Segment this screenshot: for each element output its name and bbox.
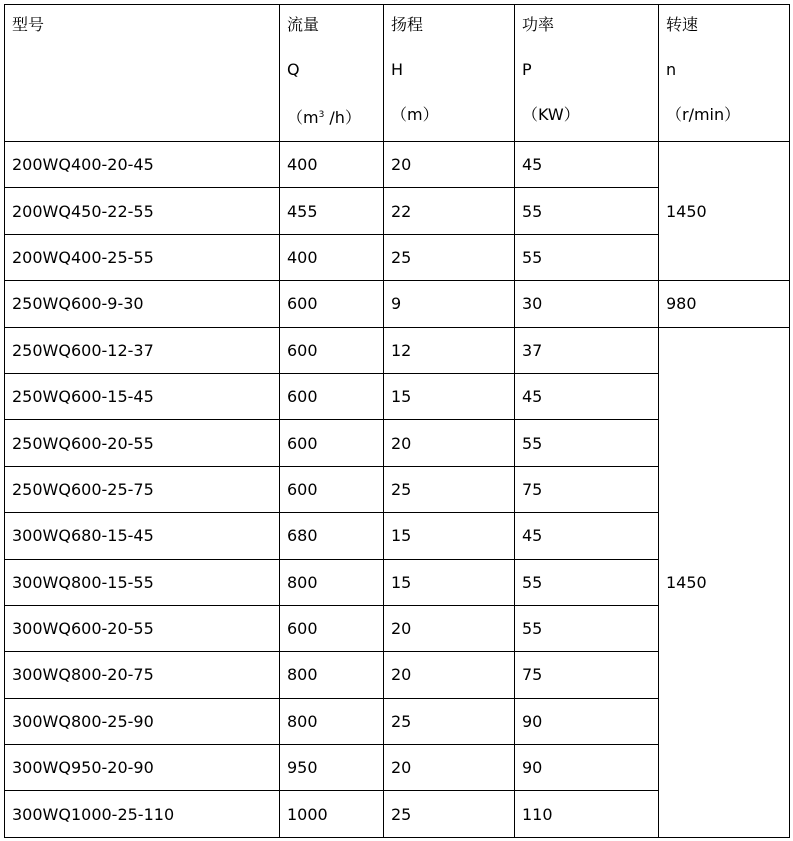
- cell-model: 250WQ600-15-45: [5, 373, 280, 419]
- cell-power: 55: [515, 234, 659, 280]
- cell-power: 55: [515, 420, 659, 466]
- cell-power: 75: [515, 652, 659, 698]
- cell-head: 25: [384, 698, 515, 744]
- cell-model: 200WQ400-20-45: [5, 142, 280, 188]
- cell-power: 45: [515, 513, 659, 559]
- cell-power: 110: [515, 791, 659, 838]
- cell-model: 300WQ600-20-55: [5, 605, 280, 651]
- header-row: [5, 5, 790, 142]
- cell-power: 55: [515, 605, 659, 651]
- cell-flow: 400: [280, 234, 384, 280]
- cell-flow: 600: [280, 420, 384, 466]
- cell-flow: 600: [280, 373, 384, 419]
- cell-power: 55: [515, 188, 659, 234]
- cell-head: 20: [384, 420, 515, 466]
- header-power-name: 功率: [522, 15, 555, 34]
- header-speed-symbol: n: [666, 60, 677, 79]
- cell-model: 300WQ800-20-75: [5, 652, 280, 698]
- pump-spec-table: [4, 4, 790, 838]
- cell-flow: 800: [280, 652, 384, 698]
- cell-flow: 600: [280, 605, 384, 651]
- cell-model: 250WQ600-25-75: [5, 466, 280, 512]
- cell-speed: 980: [659, 281, 790, 327]
- header-speed-unit: （r/min）: [666, 105, 741, 124]
- cell-speed: 1450: [659, 142, 790, 281]
- cell-model: 300WQ1000-25-110: [5, 791, 280, 838]
- cell-head: 15: [384, 559, 515, 605]
- header-head: [384, 5, 515, 142]
- table-row: [5, 142, 790, 188]
- cell-head: 9: [384, 281, 515, 327]
- cell-head: 25: [384, 234, 515, 280]
- header-head-symbol: H: [391, 60, 404, 79]
- cell-flow: 800: [280, 559, 384, 605]
- cell-model: 300WQ800-15-55: [5, 559, 280, 605]
- cell-model: 300WQ800-25-90: [5, 698, 280, 744]
- cell-flow: 600: [280, 327, 384, 373]
- cell-power: 90: [515, 745, 659, 791]
- cell-power: 45: [515, 373, 659, 419]
- cell-head: 22: [384, 188, 515, 234]
- header-power-symbol: P: [522, 60, 532, 79]
- cell-flow: 600: [280, 281, 384, 327]
- header-speed-name: 转速: [666, 15, 699, 34]
- cell-flow: 680: [280, 513, 384, 559]
- header-head-unit: （m）: [391, 105, 439, 124]
- cell-flow: 1000: [280, 791, 384, 838]
- header-model: [5, 5, 280, 142]
- header-power: [515, 5, 659, 142]
- header-flow-name: 流量: [287, 15, 320, 34]
- cell-model: 250WQ600-9-30: [5, 281, 280, 327]
- cell-power: 75: [515, 466, 659, 512]
- header-model-name: 型号: [12, 15, 45, 34]
- cell-model: 200WQ450-22-55: [5, 188, 280, 234]
- cell-head: 20: [384, 652, 515, 698]
- table-body: [5, 142, 790, 838]
- cell-flow: 800: [280, 698, 384, 744]
- cell-power: 37: [515, 327, 659, 373]
- table-row: [5, 281, 790, 327]
- cell-head: 20: [384, 605, 515, 651]
- table-row: [5, 327, 790, 373]
- header-flow-symbol: Q: [287, 60, 300, 79]
- cell-head: 25: [384, 466, 515, 512]
- cell-power: 55: [515, 559, 659, 605]
- cell-speed: 1450: [659, 327, 790, 837]
- header-speed: [659, 5, 790, 142]
- cell-power: 45: [515, 142, 659, 188]
- cell-head: 25: [384, 791, 515, 838]
- cell-model: 200WQ400-25-55: [5, 234, 280, 280]
- cell-model: 300WQ680-15-45: [5, 513, 280, 559]
- cell-flow: 455: [280, 188, 384, 234]
- cell-model: 300WQ950-20-90: [5, 745, 280, 791]
- cell-head: 15: [384, 513, 515, 559]
- cell-model: 250WQ600-20-55: [5, 420, 280, 466]
- header-flow-unit: （$m^3$ /h）: [287, 108, 361, 127]
- cell-head: 20: [384, 142, 515, 188]
- cell-head: 20: [384, 745, 515, 791]
- cell-flow: 400: [280, 142, 384, 188]
- cell-power: 30: [515, 281, 659, 327]
- cell-model: 250WQ600-12-37: [5, 327, 280, 373]
- cell-head: 12: [384, 327, 515, 373]
- header-power-unit: （KW）: [522, 105, 580, 124]
- cell-flow: 600: [280, 466, 384, 512]
- cell-head: 15: [384, 373, 515, 419]
- cell-power: 90: [515, 698, 659, 744]
- header-head-name: 扬程: [391, 15, 424, 34]
- cell-flow: 950: [280, 745, 384, 791]
- header-flow: [280, 5, 384, 142]
